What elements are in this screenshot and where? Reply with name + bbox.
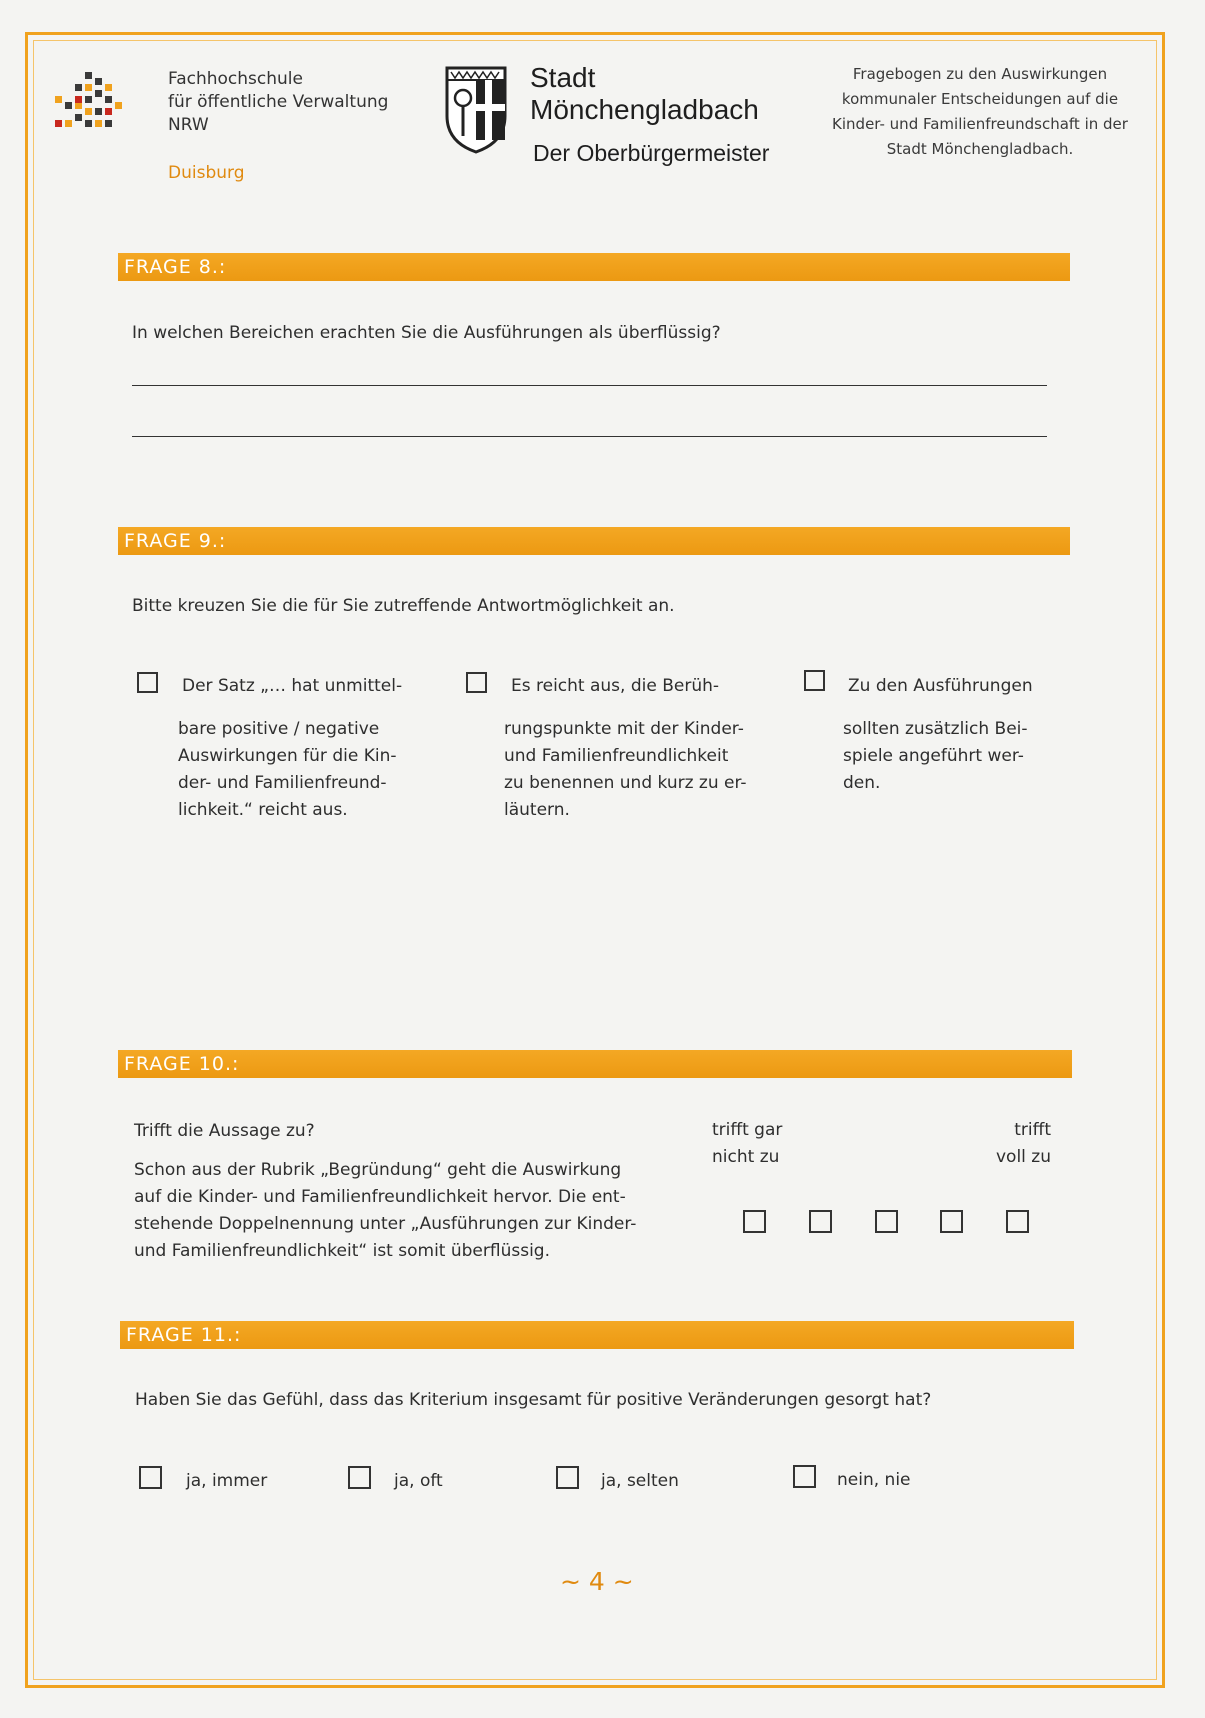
option-line: Zu den Ausführungen xyxy=(848,676,1033,696)
fh-city: Duisburg xyxy=(168,163,245,183)
q10-scale-1-checkbox[interactable] xyxy=(743,1210,766,1233)
option-line: läutern. xyxy=(504,800,570,820)
question-11-header: FRAGE 11.: xyxy=(120,1321,1074,1349)
q10-scale-3-checkbox[interactable] xyxy=(875,1210,898,1233)
q11-option-3-label: ja, selten xyxy=(601,1471,679,1491)
questionnaire-description: Fragebogen zu den Auswirkungen kommunaler Entscheidungen auf die Kinder- und Familienfreundschaft in der Stadt Mönchengladbach. xyxy=(832,65,1128,158)
q11-option-1-checkbox[interactable] xyxy=(139,1466,162,1489)
question-10-statement xyxy=(134,1157,636,1265)
question-8-header: FRAGE 8.: xyxy=(118,253,1070,281)
q11-option-2-checkbox[interactable] xyxy=(348,1466,371,1489)
question-10-prompt: Trifft die Aussage zu? xyxy=(134,1121,315,1141)
q10-scale-5-checkbox[interactable] xyxy=(1006,1210,1029,1233)
q9-option-3-continuation xyxy=(843,716,1028,797)
scale-line: voll zu xyxy=(996,1147,1052,1167)
scale-high-label xyxy=(996,1117,1051,1171)
q11-option-1-label: ja, immer xyxy=(186,1471,268,1491)
q9-option-1-continuation xyxy=(178,716,397,824)
fh-line: NRW xyxy=(168,115,209,135)
city-subtitle: Der Oberbürgermeister xyxy=(533,140,770,166)
scale-line: trifft gar xyxy=(712,1120,783,1140)
option-line: den. xyxy=(843,773,881,793)
page-number: ~ 4 ~ xyxy=(560,1567,634,1596)
option-line: rungspunkte mit der Kinder- xyxy=(504,719,744,739)
q10-scale-2-checkbox[interactable] xyxy=(809,1210,832,1233)
question-10-header: FRAGE 10.: xyxy=(118,1050,1072,1078)
statement-line: auf die Kinder- und Familienfreundlichkeit hervor. Die ent- xyxy=(134,1187,626,1207)
option-line: Auswirkungen für die Kin- xyxy=(178,746,397,766)
question-11-text: Haben Sie das Gefühl, dass das Kriterium insgesamt für positive Veränderungen gesorgt hat? xyxy=(135,1390,932,1410)
q9-option-2-text xyxy=(511,673,719,700)
city-title-line: Stadt xyxy=(530,62,596,93)
statement-line: und Familienfreundlichkeit“ ist somit überflüssig. xyxy=(134,1241,550,1261)
statement-line: Schon aus der Rubrik „Begründung“ geht die Auswirkung xyxy=(134,1160,622,1180)
q9-option-1-checkbox[interactable] xyxy=(137,672,158,693)
page-border-inner xyxy=(33,40,1157,1680)
question-9-text: Bitte kreuzen Sie die für Sie zutreffende Antwortmöglichkeit an. xyxy=(132,596,675,616)
city-crest-icon xyxy=(443,64,509,154)
q9-option-3-text xyxy=(848,673,1033,700)
answer-line-2[interactable] xyxy=(132,436,1047,437)
scale-low-label xyxy=(712,1117,782,1171)
q9-option-2-continuation xyxy=(504,716,747,824)
question-8-text: In welchen Bereichen erachten Sie die Ausführungen als überflüssig? xyxy=(132,323,721,343)
q10-scale-4-checkbox[interactable] xyxy=(940,1210,963,1233)
city-title-line: Mönchengladbach xyxy=(530,94,759,125)
q11-option-4-checkbox[interactable] xyxy=(793,1465,816,1488)
option-line: der- und Familienfreund- xyxy=(178,773,387,793)
option-line: und Familienfreundlichkeit xyxy=(504,746,729,766)
option-line: lichkeit.“ reicht aus. xyxy=(178,800,348,820)
question-9-header: FRAGE 9.: xyxy=(118,527,1070,555)
q9-option-3-checkbox[interactable] xyxy=(804,670,825,691)
option-line: zu benennen und kurz zu er- xyxy=(504,773,747,793)
q11-option-3-checkbox[interactable] xyxy=(556,1466,579,1489)
option-line: bare positive / negative xyxy=(178,719,380,739)
scale-line: trifft xyxy=(1014,1120,1052,1140)
answer-line-1[interactable] xyxy=(132,385,1047,386)
option-line: Es reicht aus, die Berüh- xyxy=(511,676,720,696)
option-line: spiele angeführt wer- xyxy=(843,746,1024,766)
q11-option-4-label: nein, nie xyxy=(837,1470,911,1490)
q9-option-1-text xyxy=(182,673,402,700)
scale-line: nicht zu xyxy=(712,1147,780,1167)
fh-logo-icon xyxy=(55,70,130,140)
option-line: sollten zusätzlich Bei- xyxy=(843,719,1028,739)
fh-name xyxy=(168,68,388,137)
city-title xyxy=(530,62,759,126)
q11-option-2-label: ja, oft xyxy=(394,1471,443,1491)
fh-line: für öffentliche Verwaltung xyxy=(168,92,389,112)
option-line: Der Satz „… hat unmittel- xyxy=(182,676,403,696)
statement-line: stehende Doppelnennung unter „Ausführungen zur Kinder- xyxy=(134,1214,637,1234)
fh-line: Fachhochschule xyxy=(168,69,303,89)
q9-option-2-checkbox[interactable] xyxy=(466,672,487,693)
